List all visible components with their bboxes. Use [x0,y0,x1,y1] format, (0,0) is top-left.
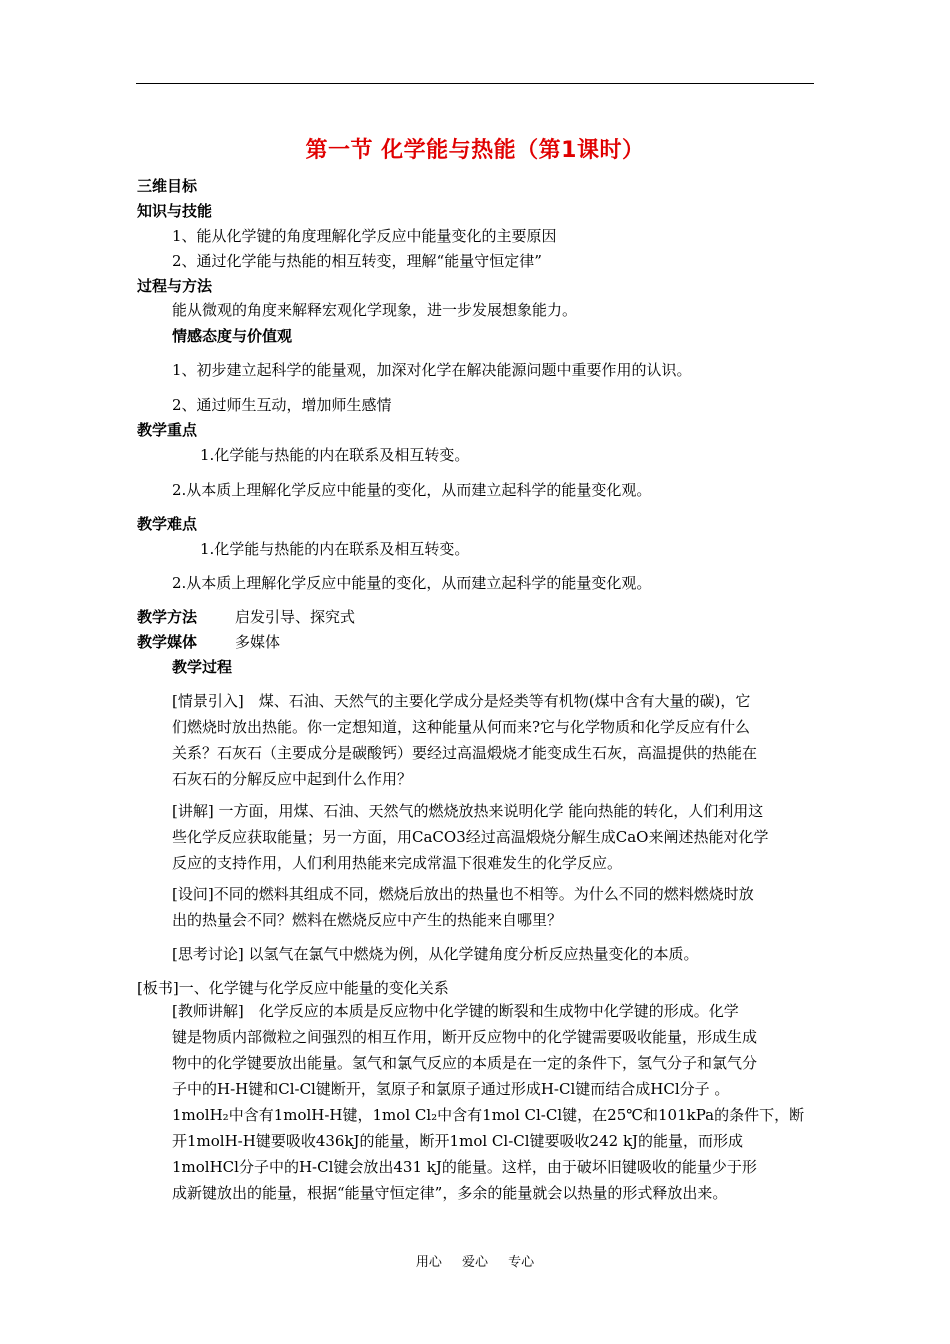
knowledge-heading: 知识与技能 [137,202,213,220]
paragraph-line: 成新键放出的能量，根据“能量守恒定律”，多余的能量就会以热量的形式释放出来。 [172,1184,728,1202]
difficulty-item: 1.化学能与热能的内在联系及相互转变。 [200,540,470,558]
process-method-text: 能从微观的角度来解释宏观化学现象，进一步发展想象能力。 [172,301,578,319]
teaching-media [137,632,280,652]
footer-text: 用心 [415,1255,442,1270]
scene-intro-paragraph [172,688,757,792]
paragraph-line: 1molH₂中含有1molH-H键，1mol Cl₂中含有1mol Cl-Cl键，在25℃和101kPa的条件下，断 [172,1106,805,1124]
header-rule [136,83,814,84]
board-line: [板书]一、化学键与化学反应中能量的变化关系 [137,979,449,997]
knowledge-item: 1、能从化学键的角度理解化学反应中能量变化的主要原因 [172,227,557,245]
objectives-heading: 三维目标 [137,177,198,195]
emotion-item: 1、初步建立起科学的能量观，加深对化学在解决能源问题中重要作用的认识。 [172,361,692,379]
difficulty-item: 2.从本质上理解化学反应中能量的变化，从而建立起科学的能量变化观。 [172,574,652,592]
teaching-media-label: 教学媒体 [137,633,198,651]
paragraph-line: 些化学反应获取能量；另一方面，用CaCO3经过高温煅烧分解生成CaO来阐述热能对化学 [172,828,769,846]
teaching-method [137,607,355,627]
key-points-heading: 教学重点 [137,421,198,439]
footer-text: 专心 [508,1255,535,1270]
teacher-explanation-paragraph [172,998,804,1206]
paragraph-line: 石灰石的分解反应中起到什么作用？ [172,770,413,788]
page-title: 第一节 化学能与热能（第1课时） [305,138,645,163]
question-paragraph [172,881,754,933]
knowledge-item: 2、通过化学能与热能的相互转变，理解“能量守恒定律” [172,252,542,270]
teaching-method-label: 教学方法 [137,608,198,626]
paragraph-line: [设问]不同的燃料其组成不同，燃烧后放出的热量也不相等。为什么不同的燃料燃烧时放 [172,885,754,903]
paragraph-line: 1molHCl分子中的H-Cl键会放出431 kJ的能量。这样，由于破坏旧键吸收的能量少于形 [172,1158,757,1176]
paragraph-line: [教师讲解] 化学反应的本质是反应物中化学键的断裂和生成物中化学键的形成。化学 [172,1002,739,1020]
paragraph-line: 子中的H-H键和Cl-Cl键断开，氢原子和氯原子通过形成H-Cl键而结合成HCl分子 。 [172,1080,730,1098]
process-method-heading: 过程与方法 [137,277,213,295]
lecture-paragraph [172,798,768,876]
teaching-media-value: 多媒体 [235,633,281,651]
paragraph-line: [情景引入] 煤、石油、天然气的主要化学成分是烃类等有机物(煤中含有大量的碳)，它 [172,692,751,710]
key-point-item: 2.从本质上理解化学反应中能量的变化，从而建立起科学的能量变化观。 [172,481,652,499]
paragraph-line: 们燃烧时放出热能。你一定想知道，这种能量从何而来?它与化学物质和化学反应有什么 [172,718,751,736]
paragraph-line: 开1molH-H键要吸收436kJ的能量，断开1mol Cl-Cl键要吸收242 kJ的能量，而形成 [172,1132,744,1150]
paragraph-line: 关系？石灰石（主要成分是碳酸钙）要经过高温煅烧才能变成生石灰，高温提供的热能在 [172,744,758,762]
page-footer [0,1251,950,1270]
emotion-item: 2、通过师生互动，增加师生感情 [172,396,392,414]
key-point-item: 1.化学能与热能的内在联系及相互转变。 [200,446,470,464]
paragraph-line: 反应的支持作用，人们利用热能来完成常温下很难发生的化学反应。 [172,854,623,872]
paragraph-line: 物中的化学键要放出能量。氢气和氯气反应的本质是在一定的条件下，氢气分子和氯气分 [172,1054,758,1072]
teaching-method-value: 启发引导、探究式 [235,608,356,626]
teaching-process-heading: 教学过程 [172,658,233,676]
emotion-heading: 情感态度与价值观 [172,327,293,345]
difficulties-heading: 教学难点 [137,515,198,533]
paragraph-line: 出的热量会不同？燃料在燃烧反应中产生的热能来自哪里？ [172,911,563,929]
discussion-line: [思考讨论] 以氢气在氯气中燃烧为例，从化学键角度分析反应热量变化的本质。 [172,945,699,963]
paragraph-line: [讲解] 一方面，用煤、石油、天然气的燃烧放热来说明化学 能向热能的转化，人们利用这 [172,802,764,820]
paragraph-line: 键是物质内部微粒之间强烈的相互作用，断开反应物中的化学键需要吸收能量，形成生成 [172,1028,758,1046]
footer-text: 爱心 [461,1255,488,1270]
